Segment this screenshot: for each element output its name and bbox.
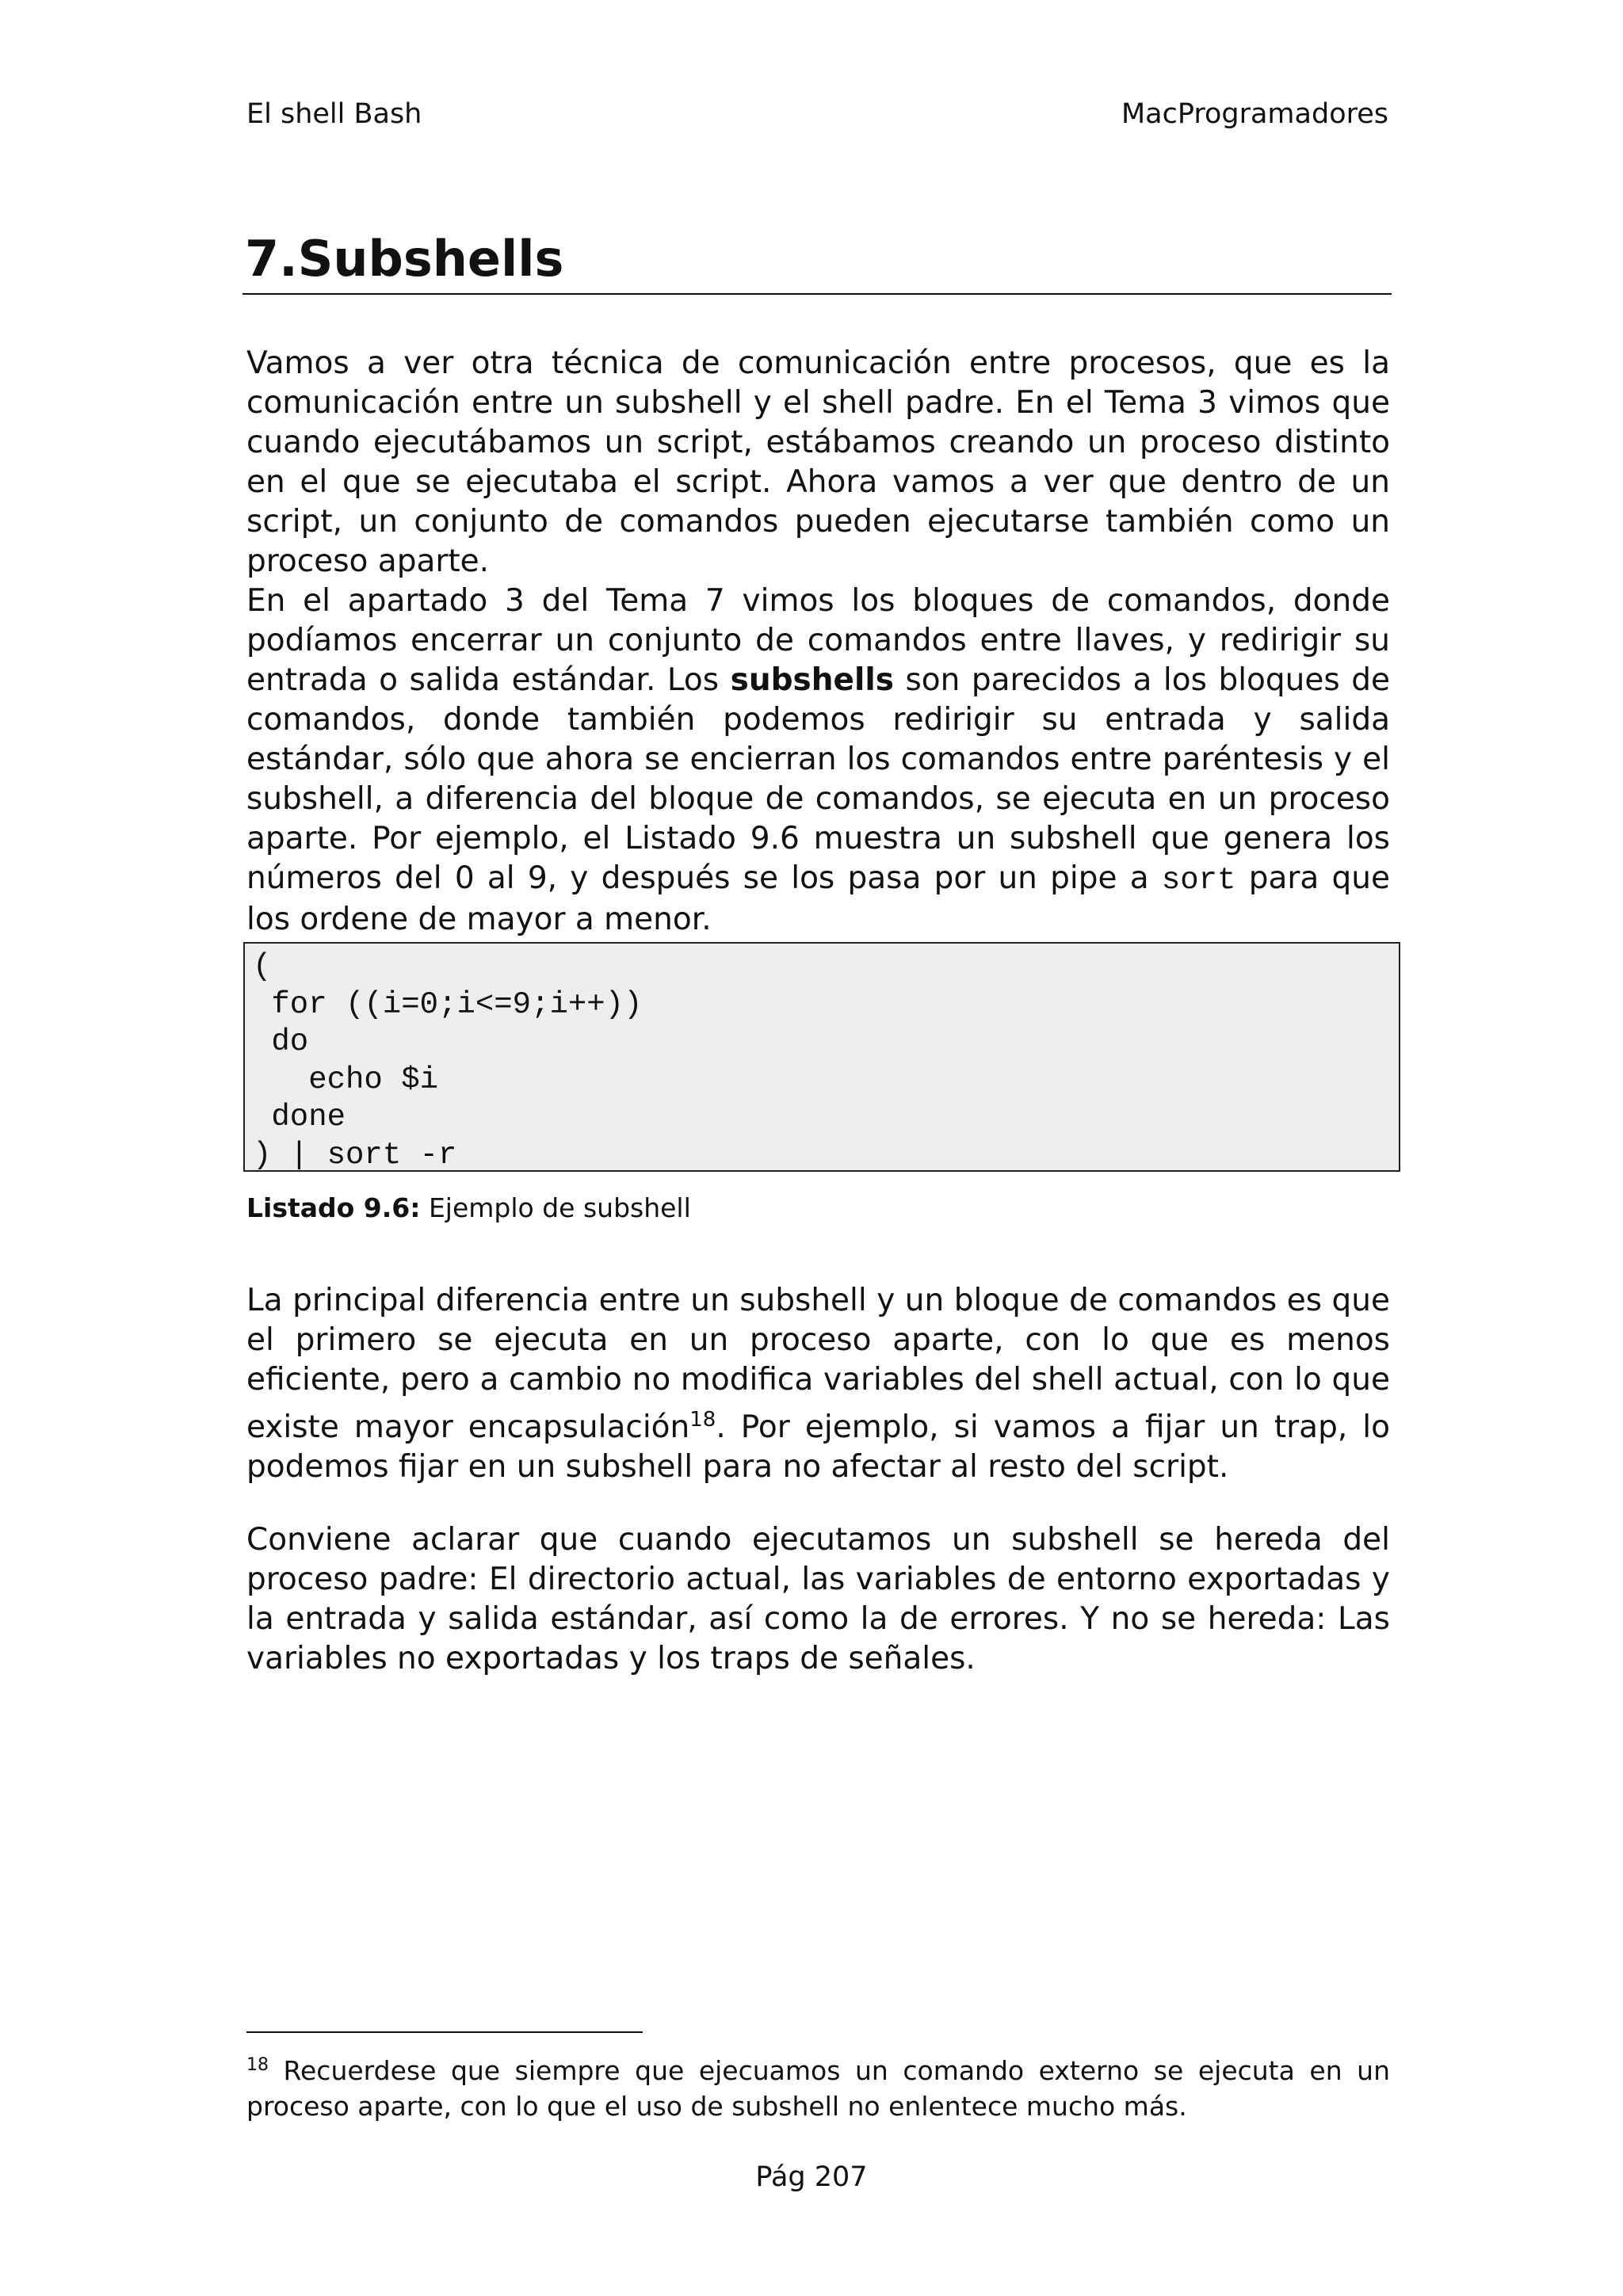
running-header-left: El shell Bash [246, 98, 422, 130]
listing-caption [246, 1192, 691, 1223]
inline-code-sort: sort [1161, 863, 1236, 898]
page-number: Pág 207 [755, 2161, 868, 2193]
paragraph-text: para que los ordene de mayor a menor. [246, 860, 1390, 937]
paragraph-subshells-definition [246, 582, 1390, 940]
paragraph-inheritance: Conviene aclarar que cuando ejecutamos un subshell se hereda del proceso padre: El directorio actual, las variables de entorno exportadas y la entrada y salida estándar, así como la de errores. Y no se hereda: Las variables no exportadas y los traps de señales. [246, 1522, 1390, 1676]
paragraph-text: . Por ejemplo, si vamos a fijar un trap, lo podemos fijar en un subshell para no afectar al resto del script. [246, 1409, 1390, 1485]
paragraph-differences [246, 1281, 1390, 1487]
footnote-number: 18 [246, 2055, 269, 2075]
chapter-title: 7.Subshells [245, 230, 564, 288]
paragraph-text: En el apartado 3 del Tema 7 vimos los bloques de comandos, donde podíamos encerrar un conjunto de comandos entre llaves, y redirigir su entrada o salida estándar. Los [246, 583, 1390, 698]
footnote-reference: 18 [689, 1408, 716, 1432]
footnote-text: Recuerdese que siempre que ejecuamos un comando externo se ejecuta en un proceso aparte, con lo que el uso de subshell no enlentece mucho más. [246, 2055, 1390, 2122]
title-underline [242, 293, 1392, 295]
paragraph-text: La principal diferencia entre un subshell y un bloque de comandos es que el primero se ejecuta en un proceso aparte, con lo que es menos eficiente, pero a cambio no modifica variables del shell actual, con lo que existe mayor encapsulación [246, 1283, 1390, 1445]
caption-text: Ejemplo de subshell [420, 1192, 691, 1223]
paragraph-text: son parecidos a los bloques de comandos, donde también podemos redirigir su entrada y salida estándar, sólo que ahora se encierran los comandos entre paréntesis y el subshell, a diferencia del bloque de comandos, se ejecuta en un proceso aparte. Por ejemplo, el Listado 9.6 muestra un subshell que genera los números del 0 al 9, y después se los pasa por un pipe a [246, 662, 1390, 896]
footnote-separator [246, 2031, 643, 2033]
code-listing-box [243, 942, 1400, 1172]
paragraph-intro: Vamos a ver otra técnica de comunicación entre procesos, que es la comunicación entre un subshell y el shell padre. En el Tema 3 vimos que cuando ejecutábamos un script, estábamos creando un proceso distinto en el que se ejecutaba el script. Ahora vamos a ver que dentro de un script, un conjunto de comandos pueden ejecutarse también como un proceso aparte. [246, 345, 1390, 579]
caption-label: Listado 9.6: [246, 1192, 421, 1223]
running-header-right: MacProgramadores [1121, 98, 1388, 130]
code-listing: ( for ((i=0;i<=9;i++)) do echo $i done ) | sort -r [253, 949, 643, 1173]
bold-term-subshells: subshells [730, 662, 894, 698]
footnote [246, 2047, 1390, 2124]
